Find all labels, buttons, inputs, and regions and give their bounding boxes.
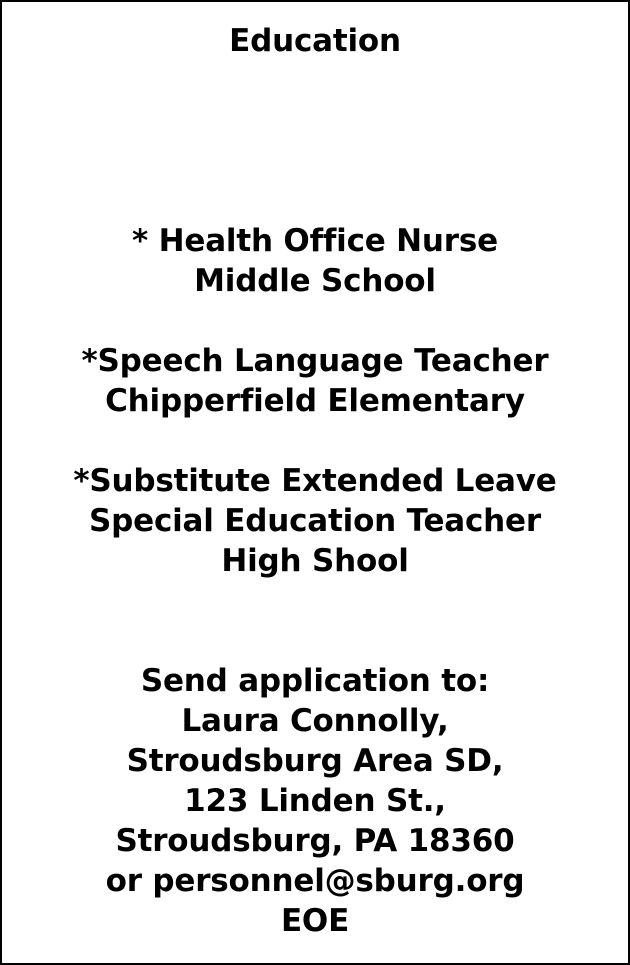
contact-intro: Send application to:: [140, 663, 490, 699]
job-listings: [2, 221, 628, 581]
job-location: Chipperfield Elementary: [105, 383, 525, 419]
job-listing: [2, 461, 628, 581]
contact-organization: Stroudsburg Area SD,: [126, 743, 504, 779]
job-title: *Speech Language Teacher: [81, 343, 549, 379]
job-title: * Health Office Nurse: [132, 223, 498, 259]
contact-block: [2, 661, 628, 941]
eoe-label: EOE: [280, 903, 350, 939]
spacer: [2, 421, 628, 461]
spacer: [2, 301, 628, 341]
contact-name: Laura Connolly,: [181, 703, 449, 739]
job-subtitle: Special Education Teacher: [89, 503, 541, 539]
job-title: *Substitute Extended Leave: [73, 463, 557, 499]
contact-street: 123 Linden St.,: [184, 783, 446, 819]
contact-city: Stroudsburg, PA 18360: [115, 823, 515, 859]
ad-heading: [2, 21, 628, 61]
job-location: Middle School: [194, 263, 436, 299]
contact-email: or personnel@sburg.org: [105, 863, 525, 899]
job-location: High Shool: [221, 543, 409, 579]
heading-text: Education: [229, 23, 401, 59]
job-listing: [2, 341, 628, 421]
job-listing: [2, 221, 628, 301]
